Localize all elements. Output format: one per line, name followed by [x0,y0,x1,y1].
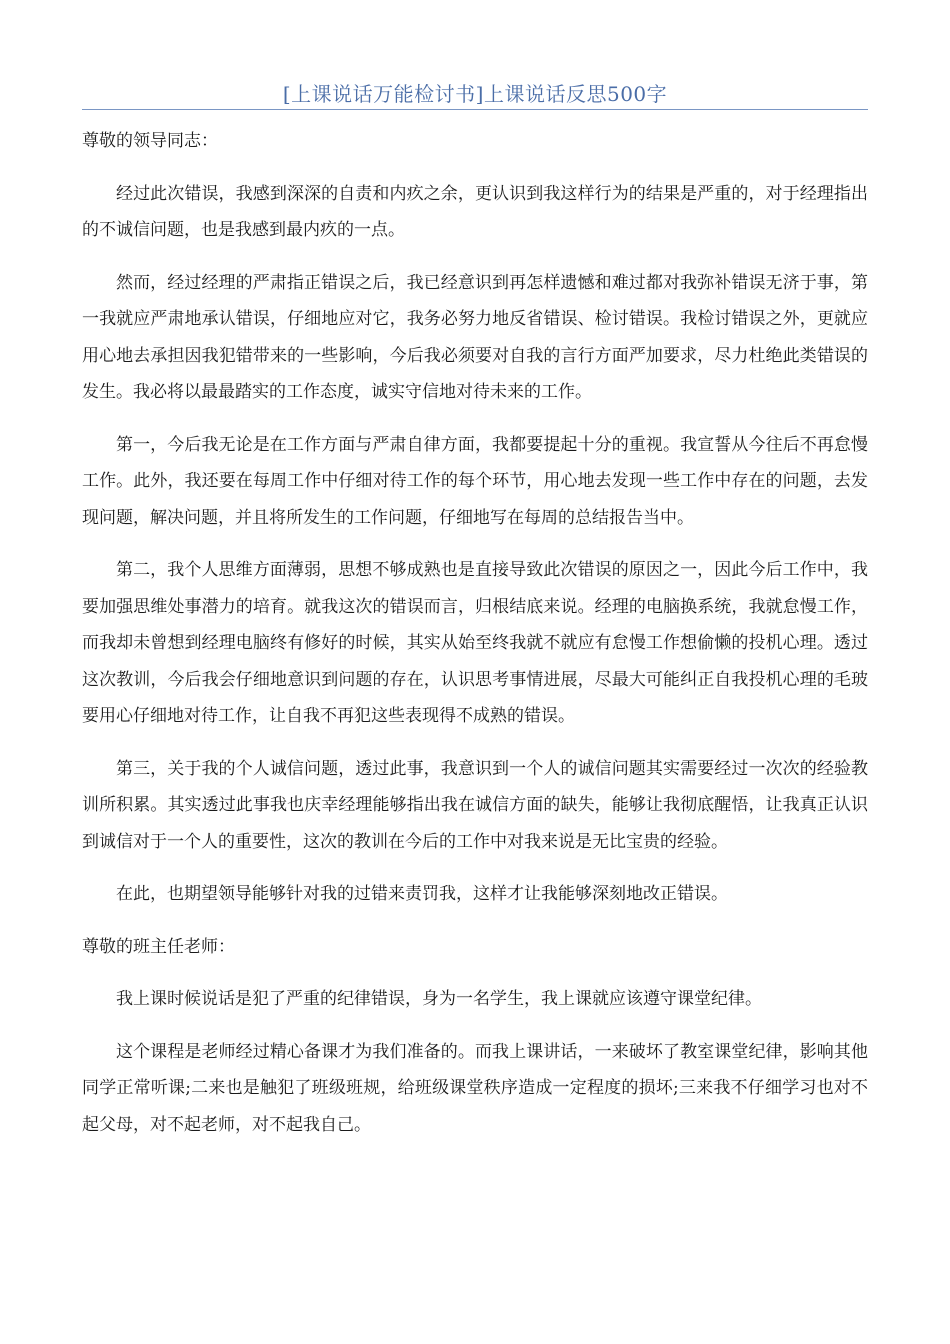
title-divider [82,109,868,110]
paragraph-4: 第二，我个人思维方面薄弱，思想不够成熟也是直接导致此次错误的原因之一，因此今后工作中，我要加强思维处事潜力的培育。就我这次的错误而言，归根结底来说。经理的电脑换系统，我就怠慢工作，而我却未曾想到经理电脑终有修好的时候，其实从始至终我就不就应有怠慢工作想偷懒的投机心理。透过这次教训，今后我会仔细地意识到问题的存在，认识思考事情进展，尽最大可能纠正自我投机心理的毛玻要用心仔细地对待工作，让自我不再犯这些表现得不成熟的错误。 [82,560,868,726]
paragraph-6: 在此，也期望领导能够针对我的过错来责罚我，这样才让我能够深刻地改正错误。 [116,884,728,904]
paragraph-1: 经过此次错误，我感到深深的自责和内疚之余，更认识到我这样行为的结果是严重的，对于经理指出的不诚信问题，也是我感到最内疚的一点。 [82,183,868,240]
paragraph-2: 然而，经过经理的严肃指正错误之后，我已经意识到再怎样遗憾和难过都对我弥补错误无济于事，第一我就应严肃地承认错误，仔细地应对它，我务必努力地反省错误、检讨错误。我检讨错误之外，更就应用心地去承担因我犯错带来的一些影响，今后我必须要对自我的言行方面严加要求，尽力杜绝此类错误的发生。我必将以最最踏实的工作态度，诚实守信地对待未来的工作。 [82,272,868,402]
paragraph-5: 第三，关于我的个人诚信问题，透过此事，我意识到一个人的诚信问题其实需要经过一次次的经验教训所积累。其实透过此事我也庆幸经理能够指出我在诚信方面的缺失，能够让我彻底醒悟，让我真正认识到诚信对于一个人的重要性，这次的教训在今后的工作中对我来说是无比宝贵的经验。 [82,758,868,852]
document-body [82,123,868,1143]
paragraph-3: 第一，今后我无论是在工作方面与严肃自律方面，我都要提起十分的重视。我宣誓从今往后不再怠慢工作。此外，我还要在每周工作中仔细对待工作的每个环节，用心地去发现一些工作中存在的问题，去发现问题，解决问题，并且将所发生的工作问题，仔细地写在每周的总结报告当中。 [82,434,868,528]
paragraph-7: 我上课时候说话是犯了严重的纪律错误，身为一名学生，我上课就应该遵守课堂纪律。 [116,989,762,1009]
salutation-leader: 尊敬的领导同志： [82,131,218,151]
paragraph-8: 这个课程是老师经过精心备课才为我们准备的。而我上课讲话，一来破坏了教室课堂纪律，影响其他同学正常听课;二来也是触犯了班级班规，给班级课堂秩序造成一定程度的损坏;三来我不仔细学习也对不起父母，对不起老师，对不起我自己。 [82,1041,868,1135]
document-title: [上课说话万能检讨书]上课说话反思500字 [282,82,668,106]
salutation-teacher: 尊敬的班主任老师： [82,936,235,957]
